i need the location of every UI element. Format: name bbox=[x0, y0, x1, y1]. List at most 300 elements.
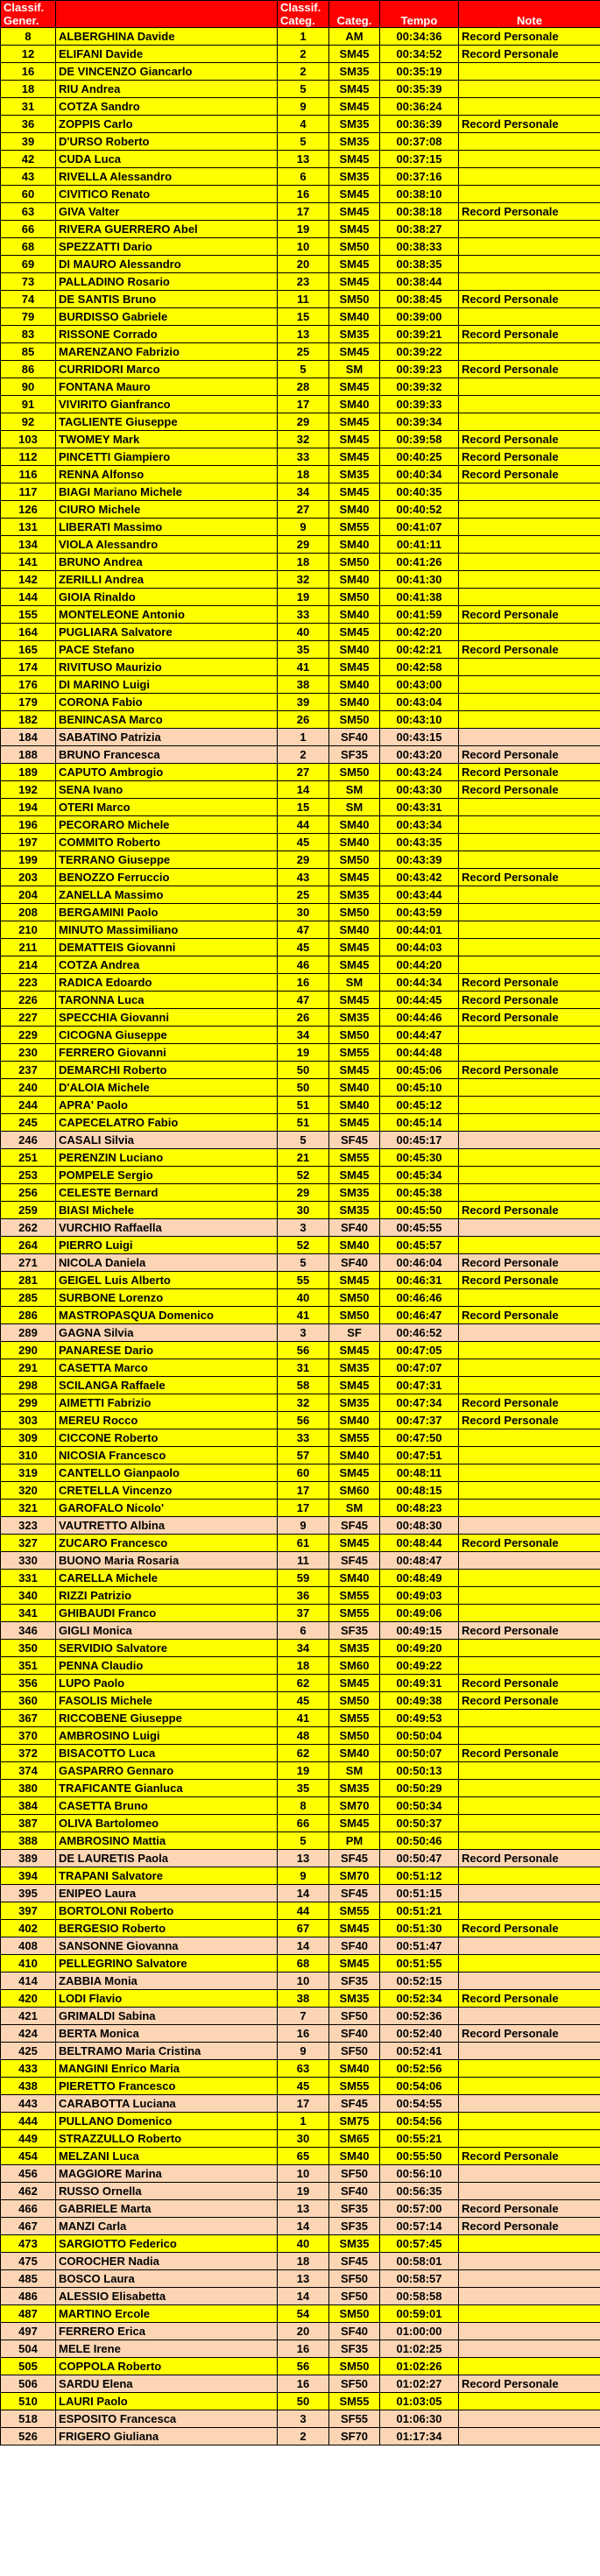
time-cell: 00:41:07 bbox=[380, 519, 459, 536]
category-cell: SM40 bbox=[329, 1097, 380, 1114]
result-row bbox=[1, 2305, 600, 2323]
athlete-name-cell: GAROFALO Nicolo' bbox=[56, 1500, 278, 1517]
athlete-name-cell: GASPARRO Gennaro bbox=[56, 1762, 278, 1780]
athlete-name-cell: CORONA Fabio bbox=[56, 694, 278, 711]
category-cell: SM45 bbox=[329, 98, 380, 116]
note-cell bbox=[459, 1237, 600, 1254]
general-rank-cell: 309 bbox=[1, 1429, 56, 1447]
note-cell bbox=[459, 133, 600, 151]
note-cell bbox=[459, 816, 600, 834]
general-rank-cell: 505 bbox=[1, 2358, 56, 2375]
result-row bbox=[1, 974, 600, 992]
note-cell bbox=[459, 81, 600, 98]
category-rank-cell: 36 bbox=[278, 1587, 329, 1605]
athlete-name-cell: ZANELLA Massimo bbox=[56, 886, 278, 904]
time-cell: 00:37:16 bbox=[380, 168, 459, 186]
category-cell: SF45 bbox=[329, 1517, 380, 1535]
time-cell: 00:42:21 bbox=[380, 641, 459, 659]
result-row bbox=[1, 63, 600, 81]
category-cell: SM bbox=[329, 1500, 380, 1517]
result-row bbox=[1, 1342, 600, 1359]
note-cell bbox=[459, 1552, 600, 1570]
time-cell: 00:39:33 bbox=[380, 396, 459, 413]
athlete-name-cell: CANTELLO Gianpaolo bbox=[56, 1464, 278, 1482]
athlete-name-cell: CUDA Luca bbox=[56, 151, 278, 168]
result-row bbox=[1, 396, 600, 413]
athlete-name-cell: MASTROPASQUA Domenico bbox=[56, 1307, 278, 1324]
note-cell bbox=[459, 904, 600, 921]
category-rank-cell: 19 bbox=[278, 221, 329, 238]
general-rank-cell: 290 bbox=[1, 1342, 56, 1359]
category-cell: SM50 bbox=[329, 711, 380, 729]
category-rank-cell: 38 bbox=[278, 1990, 329, 2008]
general-rank-cell: 253 bbox=[1, 1167, 56, 1184]
category-rank-cell: 5 bbox=[278, 361, 329, 378]
note-cell bbox=[459, 729, 600, 746]
time-cell: 00:44:20 bbox=[380, 956, 459, 974]
result-row bbox=[1, 1464, 600, 1482]
note-cell bbox=[459, 2288, 600, 2305]
general-rank-cell: 395 bbox=[1, 1885, 56, 1902]
note-cell: Record Personale bbox=[459, 1745, 600, 1762]
note-cell bbox=[459, 1482, 600, 1500]
category-cell: SM40 bbox=[329, 501, 380, 519]
note-cell bbox=[459, 308, 600, 326]
athlete-name-cell: BURDISSO Gabriele bbox=[56, 308, 278, 326]
time-cell: 00:50:37 bbox=[380, 1815, 459, 1832]
result-row bbox=[1, 816, 600, 834]
category-rank-cell: 10 bbox=[278, 238, 329, 256]
result-row bbox=[1, 1552, 600, 1570]
note-cell bbox=[459, 921, 600, 939]
category-rank-cell: 29 bbox=[278, 536, 329, 554]
result-row bbox=[1, 1219, 600, 1237]
category-cell: PM bbox=[329, 1832, 380, 1850]
result-row bbox=[1, 1622, 600, 1640]
time-cell: 00:44:45 bbox=[380, 992, 459, 1009]
general-rank-cell: 223 bbox=[1, 974, 56, 992]
category-cell: SM40 bbox=[329, 834, 380, 851]
general-rank-cell: 155 bbox=[1, 606, 56, 624]
category-cell: SM35 bbox=[329, 886, 380, 904]
athlete-name-cell: AMBROSINO Luigi bbox=[56, 1727, 278, 1745]
category-cell: SM50 bbox=[329, 589, 380, 606]
result-row bbox=[1, 256, 600, 273]
note-cell bbox=[459, 1324, 600, 1342]
athlete-name-cell: PIERRO Luigi bbox=[56, 1237, 278, 1254]
category-rank-cell: 66 bbox=[278, 1815, 329, 1832]
athlete-name-cell: MELE Irene bbox=[56, 2340, 278, 2358]
category-cell: SM55 bbox=[329, 1429, 380, 1447]
note-cell: Record Personale bbox=[459, 746, 600, 764]
athlete-name-cell: BERGAMINI Paolo bbox=[56, 904, 278, 921]
result-row bbox=[1, 2025, 600, 2043]
category-rank-cell: 68 bbox=[278, 1955, 329, 1973]
athlete-name-cell: RENNA Alfonso bbox=[56, 466, 278, 483]
time-cell: 00:48:47 bbox=[380, 1552, 459, 1570]
athlete-name-cell: MANGINI Enrico Maria bbox=[56, 2060, 278, 2078]
note-cell: Record Personale bbox=[459, 46, 600, 63]
category-cell: SM35 bbox=[329, 1640, 380, 1657]
general-rank-cell: 227 bbox=[1, 1009, 56, 1027]
category-cell: SM35 bbox=[329, 1780, 380, 1797]
athlete-name-cell: SARDU Elena bbox=[56, 2375, 278, 2393]
time-cell: 00:44:03 bbox=[380, 939, 459, 956]
general-rank-cell: 291 bbox=[1, 1359, 56, 1377]
category-rank-cell: 2 bbox=[278, 2428, 329, 2445]
time-cell: 01:00:00 bbox=[380, 2323, 459, 2340]
category-cell: SF40 bbox=[329, 1219, 380, 1237]
athlete-name-cell: TRAPANI Salvatore bbox=[56, 1867, 278, 1885]
result-row bbox=[1, 483, 600, 501]
general-rank-cell: 8 bbox=[1, 28, 56, 46]
category-cell: SM45 bbox=[329, 939, 380, 956]
note-cell bbox=[459, 2060, 600, 2078]
athlete-name-cell: RUSSO Ornella bbox=[56, 2183, 278, 2200]
athlete-name-cell: GRIMALDI Sabina bbox=[56, 2008, 278, 2025]
athlete-name-cell: OLIVA Bartolomeo bbox=[56, 1815, 278, 1832]
general-rank-cell: 184 bbox=[1, 729, 56, 746]
time-cell: 00:38:45 bbox=[380, 291, 459, 308]
note-cell bbox=[459, 1027, 600, 1044]
result-row bbox=[1, 519, 600, 536]
category-rank-cell: 15 bbox=[278, 799, 329, 816]
athlete-name-cell: ALBERGHINA Davide bbox=[56, 28, 278, 46]
general-rank-cell: 210 bbox=[1, 921, 56, 939]
category-rank-cell: 45 bbox=[278, 2078, 329, 2095]
category-cell: SM40 bbox=[329, 606, 380, 624]
note-cell bbox=[459, 1973, 600, 1990]
note-cell bbox=[459, 1570, 600, 1587]
time-cell: 00:46:52 bbox=[380, 1324, 459, 1342]
time-cell: 00:52:56 bbox=[380, 2060, 459, 2078]
athlete-name-cell: SARGIOTTO Federico bbox=[56, 2235, 278, 2253]
category-cell: SM50 bbox=[329, 1289, 380, 1307]
category-rank-cell: 5 bbox=[278, 1832, 329, 1850]
category-rank-cell: 32 bbox=[278, 571, 329, 589]
note-cell bbox=[459, 2008, 600, 2025]
time-cell: 00:42:58 bbox=[380, 659, 459, 676]
category-cell: SM45 bbox=[329, 1464, 380, 1482]
result-row bbox=[1, 1920, 600, 1937]
note-cell bbox=[459, 2305, 600, 2323]
category-cell: SM45 bbox=[329, 448, 380, 466]
time-cell: 00:36:39 bbox=[380, 116, 459, 133]
note-cell: Record Personale bbox=[459, 431, 600, 448]
category-rank-cell: 20 bbox=[278, 2323, 329, 2340]
category-cell: SM40 bbox=[329, 641, 380, 659]
time-cell: 00:41:38 bbox=[380, 589, 459, 606]
category-cell: SM45 bbox=[329, 1342, 380, 1359]
result-row bbox=[1, 81, 600, 98]
general-rank-cell: 351 bbox=[1, 1657, 56, 1675]
category-rank-cell: 2 bbox=[278, 746, 329, 764]
general-rank-cell: 374 bbox=[1, 1762, 56, 1780]
time-cell: 00:41:59 bbox=[380, 606, 459, 624]
category-cell: SM50 bbox=[329, 1692, 380, 1710]
time-cell: 00:36:24 bbox=[380, 98, 459, 116]
time-cell: 00:41:26 bbox=[380, 554, 459, 571]
category-rank-cell: 50 bbox=[278, 1062, 329, 1079]
note-cell bbox=[459, 1342, 600, 1359]
time-cell: 00:49:15 bbox=[380, 1622, 459, 1640]
athlete-name-cell: BERGESIO Roberto bbox=[56, 1920, 278, 1937]
athlete-name-cell: PIERETTO Francesco bbox=[56, 2078, 278, 2095]
category-cell: SM35 bbox=[329, 168, 380, 186]
time-cell: 01:06:30 bbox=[380, 2410, 459, 2428]
time-cell: 00:47:51 bbox=[380, 1447, 459, 1464]
category-cell: SM45 bbox=[329, 186, 380, 203]
athlete-name-cell: GIVA Valter bbox=[56, 203, 278, 221]
category-rank-cell: 45 bbox=[278, 834, 329, 851]
general-rank-cell: 350 bbox=[1, 1640, 56, 1657]
category-rank-cell: 14 bbox=[278, 1937, 329, 1955]
athlete-name-cell: LUPO Paolo bbox=[56, 1675, 278, 1692]
time-cell: 00:45:14 bbox=[380, 1114, 459, 1132]
category-cell: SM45 bbox=[329, 413, 380, 431]
time-cell: 00:37:15 bbox=[380, 151, 459, 168]
athlete-name-cell: BERTA Monica bbox=[56, 2025, 278, 2043]
category-cell: SM35 bbox=[329, 1990, 380, 2008]
category-rank-cell: 41 bbox=[278, 659, 329, 676]
athlete-name-cell: VAUTRETTO Albina bbox=[56, 1517, 278, 1535]
result-row bbox=[1, 238, 600, 256]
general-rank-cell: 271 bbox=[1, 1254, 56, 1272]
note-cell bbox=[459, 711, 600, 729]
category-cell: SM70 bbox=[329, 1797, 380, 1815]
general-rank-cell: 69 bbox=[1, 256, 56, 273]
athlete-name-cell: MELZANI Luca bbox=[56, 2148, 278, 2165]
general-rank-cell: 244 bbox=[1, 1097, 56, 1114]
time-cell: 00:58:58 bbox=[380, 2288, 459, 2305]
athlete-name-cell: DEMARCHI Roberto bbox=[56, 1062, 278, 1079]
note-cell bbox=[459, 413, 600, 431]
athlete-name-cell: GEIGEL Luis Alberto bbox=[56, 1272, 278, 1289]
time-cell: 00:45:38 bbox=[380, 1184, 459, 1202]
time-cell: 00:47:07 bbox=[380, 1359, 459, 1377]
result-row bbox=[1, 1324, 600, 1342]
time-cell: 00:57:00 bbox=[380, 2200, 459, 2218]
result-row bbox=[1, 1535, 600, 1552]
result-row bbox=[1, 378, 600, 396]
category-rank-cell: 18 bbox=[278, 2253, 329, 2270]
category-rank-cell: 29 bbox=[278, 413, 329, 431]
result-row bbox=[1, 1885, 600, 1902]
note-cell bbox=[459, 1044, 600, 1062]
category-rank-cell: 13 bbox=[278, 326, 329, 343]
time-cell: 00:43:59 bbox=[380, 904, 459, 921]
general-rank-cell: 421 bbox=[1, 2008, 56, 2025]
result-row bbox=[1, 98, 600, 116]
category-cell: SM40 bbox=[329, 536, 380, 554]
category-rank-cell: 3 bbox=[278, 1324, 329, 1342]
result-row bbox=[1, 2043, 600, 2060]
result-row bbox=[1, 2288, 600, 2305]
note-cell bbox=[459, 1640, 600, 1657]
athlete-name-cell: CASALI Silvia bbox=[56, 1132, 278, 1149]
category-rank-cell: 19 bbox=[278, 589, 329, 606]
general-rank-cell: 165 bbox=[1, 641, 56, 659]
athlete-name-cell: DI MARINO Luigi bbox=[56, 676, 278, 694]
general-rank-cell: 367 bbox=[1, 1710, 56, 1727]
athlete-name-cell: D'ALOIA Michele bbox=[56, 1079, 278, 1097]
category-rank-cell: 30 bbox=[278, 904, 329, 921]
athlete-name-cell: CASETTA Bruno bbox=[56, 1797, 278, 1815]
athlete-name-cell: CARELLA Michele bbox=[56, 1570, 278, 1587]
general-rank-cell: 251 bbox=[1, 1149, 56, 1167]
note-cell bbox=[459, 659, 600, 676]
athlete-name-cell: RIU Andrea bbox=[56, 81, 278, 98]
general-rank-cell: 346 bbox=[1, 1622, 56, 1640]
time-cell: 00:55:50 bbox=[380, 2148, 459, 2165]
time-cell: 00:52:40 bbox=[380, 2025, 459, 2043]
athlete-name-cell: RIVELLA Alessandro bbox=[56, 168, 278, 186]
athlete-name-cell: CAPECELATRO Fabio bbox=[56, 1114, 278, 1132]
category-cell: SM40 bbox=[329, 694, 380, 711]
category-cell: SM50 bbox=[329, 904, 380, 921]
general-rank-cell: 92 bbox=[1, 413, 56, 431]
note-cell bbox=[459, 536, 600, 554]
category-cell: SF35 bbox=[329, 746, 380, 764]
category-rank-cell: 51 bbox=[278, 1114, 329, 1132]
result-row bbox=[1, 2375, 600, 2393]
athlete-name-cell: CURRIDORI Marco bbox=[56, 361, 278, 378]
category-cell: SM45 bbox=[329, 1062, 380, 1079]
general-rank-cell: 182 bbox=[1, 711, 56, 729]
category-rank-cell: 43 bbox=[278, 869, 329, 886]
note-cell bbox=[459, 1727, 600, 1745]
result-row bbox=[1, 186, 600, 203]
time-cell: 00:37:08 bbox=[380, 133, 459, 151]
athlete-name-cell: ALESSIO Elisabetta bbox=[56, 2288, 278, 2305]
category-cell: SM45 bbox=[329, 431, 380, 448]
athlete-name-cell: BELTRAMO Maria Cristina bbox=[56, 2043, 278, 2060]
note-cell: Record Personale bbox=[459, 1675, 600, 1692]
category-cell: AM bbox=[329, 28, 380, 46]
athlete-name-cell: BORTOLONI Roberto bbox=[56, 1902, 278, 1920]
result-row bbox=[1, 554, 600, 571]
category-cell: SM45 bbox=[329, 81, 380, 98]
time-cell: 00:50:29 bbox=[380, 1780, 459, 1797]
general-rank-cell: 134 bbox=[1, 536, 56, 554]
athlete-name-cell: POMPELE Sergio bbox=[56, 1167, 278, 1184]
time-cell: 00:45:57 bbox=[380, 1237, 459, 1254]
time-cell: 00:39:58 bbox=[380, 431, 459, 448]
category-cell: SM45 bbox=[329, 1114, 380, 1132]
category-cell: SM bbox=[329, 781, 380, 799]
time-cell: 00:48:30 bbox=[380, 1517, 459, 1535]
result-row bbox=[1, 1044, 600, 1062]
category-rank-cell: 45 bbox=[278, 939, 329, 956]
category-cell: SF45 bbox=[329, 2253, 380, 2270]
category-cell: SM55 bbox=[329, 1044, 380, 1062]
athlete-name-cell: OTERI Marco bbox=[56, 799, 278, 816]
time-cell: 00:44:46 bbox=[380, 1009, 459, 1027]
result-row bbox=[1, 1307, 600, 1324]
category-cell: SM40 bbox=[329, 308, 380, 326]
note-cell bbox=[459, 2253, 600, 2270]
result-row bbox=[1, 326, 600, 343]
category-cell: SF40 bbox=[329, 1254, 380, 1272]
athlete-name-cell: CIVITICO Renato bbox=[56, 186, 278, 203]
category-cell: SM40 bbox=[329, 816, 380, 834]
category-rank-cell: 61 bbox=[278, 1535, 329, 1552]
time-cell: 00:38:44 bbox=[380, 273, 459, 291]
result-row bbox=[1, 1202, 600, 1219]
time-cell: 00:49:20 bbox=[380, 1640, 459, 1657]
general-rank-cell: 497 bbox=[1, 2323, 56, 2340]
general-rank-cell: 31 bbox=[1, 98, 56, 116]
time-cell: 00:35:39 bbox=[380, 81, 459, 98]
note-cell bbox=[459, 1219, 600, 1237]
category-rank-cell: 9 bbox=[278, 2043, 329, 2060]
athlete-name-cell: AIMETTI Fabrizio bbox=[56, 1394, 278, 1412]
athlete-name-cell: DEMATTEIS Giovanni bbox=[56, 939, 278, 956]
result-row bbox=[1, 1990, 600, 2008]
time-cell: 00:48:23 bbox=[380, 1500, 459, 1517]
general-rank-cell: 323 bbox=[1, 1517, 56, 1535]
time-cell: 00:44:01 bbox=[380, 921, 459, 939]
athlete-name-cell: CICOGNA Giuseppe bbox=[56, 1027, 278, 1044]
athlete-name-cell: CELESTE Bernard bbox=[56, 1184, 278, 1202]
note-cell bbox=[459, 396, 600, 413]
athlete-name-cell: COTZA Sandro bbox=[56, 98, 278, 116]
category-cell: SM40 bbox=[329, 676, 380, 694]
note-cell: Record Personale bbox=[459, 203, 600, 221]
note-cell bbox=[459, 2113, 600, 2130]
category-cell: SF55 bbox=[329, 2410, 380, 2428]
category-rank-cell: 34 bbox=[278, 1027, 329, 1044]
general-rank-cell: 68 bbox=[1, 238, 56, 256]
result-row bbox=[1, 624, 600, 641]
category-cell: SM40 bbox=[329, 571, 380, 589]
category-cell: SM45 bbox=[329, 203, 380, 221]
category-rank-cell: 1 bbox=[278, 2113, 329, 2130]
general-rank-cell: 281 bbox=[1, 1272, 56, 1289]
category-rank-cell: 6 bbox=[278, 168, 329, 186]
result-row bbox=[1, 659, 600, 676]
note-cell bbox=[459, 1429, 600, 1447]
note-cell bbox=[459, 799, 600, 816]
category-rank-cell: 26 bbox=[278, 711, 329, 729]
general-rank-cell: 196 bbox=[1, 816, 56, 834]
result-row bbox=[1, 1009, 600, 1027]
time-cell: 00:50:46 bbox=[380, 1832, 459, 1850]
note-cell bbox=[459, 1132, 600, 1149]
result-row bbox=[1, 2008, 600, 2025]
category-rank-cell: 30 bbox=[278, 1202, 329, 1219]
result-row bbox=[1, 764, 600, 781]
athlete-name-cell: BOSCO Laura bbox=[56, 2270, 278, 2288]
general-rank-cell: 387 bbox=[1, 1815, 56, 1832]
result-row bbox=[1, 1902, 600, 1920]
category-rank-cell: 58 bbox=[278, 1377, 329, 1394]
result-row bbox=[1, 1973, 600, 1990]
general-rank-cell: 510 bbox=[1, 2393, 56, 2410]
time-cell: 00:43:44 bbox=[380, 886, 459, 904]
category-rank-cell: 44 bbox=[278, 816, 329, 834]
athlete-name-cell: DE LAURETIS Paola bbox=[56, 1850, 278, 1867]
time-cell: 00:43:42 bbox=[380, 869, 459, 886]
category-cell: SF40 bbox=[329, 2183, 380, 2200]
time-cell: 00:43:20 bbox=[380, 746, 459, 764]
general-rank-cell: 321 bbox=[1, 1500, 56, 1517]
time-cell: 00:42:20 bbox=[380, 624, 459, 641]
athlete-name-cell: CAPUTO Ambrogio bbox=[56, 764, 278, 781]
athlete-name-cell: PINCETTI Giampiero bbox=[56, 448, 278, 466]
category-cell: SM35 bbox=[329, 133, 380, 151]
category-rank-cell: 47 bbox=[278, 921, 329, 939]
